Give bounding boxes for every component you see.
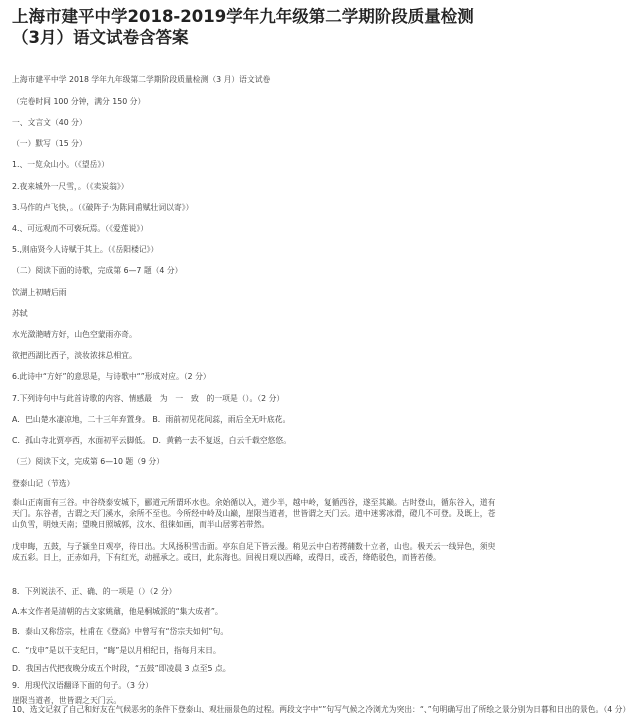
doc-line: A．巴山楚水凄凉地，二十三年弃置身。 B．雨前初见花间蕊，雨后全无叶底花。 <box>12 415 291 424</box>
doc-line: 上海市建平中学 2018 学年九年级第二学期阶段质量检测（3 月）语文试卷 <box>12 75 271 84</box>
option-d: D．我国古代把夜晚分成五个时段，“五鼓”即凌晨 3 点至5 点。 <box>12 664 231 673</box>
doc-line: 苏轼 <box>12 309 28 318</box>
doc-line: 4.、可远观而不可亵玩焉。（《爱莲说》） <box>12 224 149 233</box>
question-9: 9．用现代汉语翻译下面的句子。（3 分） <box>12 681 154 690</box>
doc-line: 欲把西湖比西子，淡妆浓抹总相宜。 <box>12 351 137 360</box>
option-c: C．“戊申”是以干支纪日，“晦”是以月相纪日，指每月末日。 <box>12 646 221 655</box>
doc-line: 一、文言文（40 分） <box>12 118 87 127</box>
doc-line: 饮湖上初晴后雨 <box>12 288 67 297</box>
doc-line: （二）阅读下面的诗歌，完成第 6—7 题（4 分） <box>12 266 183 275</box>
doc-line: C．孤山寺北贾亭西，水面初平云脚低。 D．黄鹤一去不复返，白云千载空悠悠。 <box>12 436 292 445</box>
doc-line: 2.夜来城外一尺雪，。（《卖炭翁》） <box>12 182 129 191</box>
doc-line: 5.,则庙贤今人诗赋于其上。（《岳阳楼记》） <box>12 245 159 254</box>
doc-line: 水光潋滟晴方好，山色空蒙雨亦奇。 <box>12 330 137 339</box>
doc-line: 1.、一览众山小。（《望岳》） <box>12 160 110 169</box>
doc-line: （一）默写（15 分） <box>12 139 87 148</box>
doc-line: 6.此诗中“方好”的意思是，与诗歌中“”形成对应。（2 分） <box>12 372 211 381</box>
passage-paragraph: 戊申晦，五鼓，与子颍坐日观亭，待日出。大风扬积雪击面。亭东自足下皆云漫。稍见云中白若摴蒱数十立者，山也。极天云一线异色，须臾成五彩。日上，正赤如丹，下有红光，动摇承之。或曰，此东海也。回视日观以西峰，或得日，或否，绛皓驳色，而皆若偻。 <box>12 542 496 562</box>
passage-paragraph: 泰山正南面有三谷。中谷绕泰安城下，郦道元所谓环水也。余始循以入，道少半，越中岭，复循西谷，遂至其巅。古时登山，循东谷入，道有天门。东谷者，古谓之天门溪水，余所不至也。今所经中岭及山巅，崖限当道者，世皆谓之天门云。道中迷雾冰滑，磴几不可登。及既上，苍山负雪，明烛天南；望晚日照城郭，汶水、徂徕如画，而半山居雾若带然。 <box>12 498 496 529</box>
doc-line: 3.马作的卢飞快，。（《破阵子·为陈同甫赋壮词以寄》） <box>12 203 194 212</box>
doc-line: 登泰山记（节选） <box>12 479 75 488</box>
doc-line: 7.下列诗句中与此首诗歌的内容、情感最 为 一 致 的一项是（）。（2 分） <box>12 394 285 403</box>
option-b: B．泰山又称岱宗，杜甫在《登高》中曾写有“岱宗夫如何”句。 <box>12 627 229 636</box>
question-8: 8．下列说法不、正、确、的一项是（）（2 分） <box>12 587 177 596</box>
question-9-sentence: 崖限当道者，世皆谓之天门云。 <box>12 696 122 705</box>
doc-line: （三）阅读下文，完成第 6—10 题（9 分） <box>12 457 165 466</box>
question-10: 10、选文记叙了自己和好友在气候恶劣的条件下登泰山、观壮丽景色的过程。两段文字中“”句写气候之冷浏尤为突出：“、”句明确写出了所绘之景分别为日暮和日出的景色。（4 分） <box>12 705 630 714</box>
document-title: 上海市建平中学2018-2019学年九年级第二学期阶段质量检测（3月）语文试卷含答案 <box>12 7 474 47</box>
doc-line: （完卷时间 100 分钟，满分 150 分） <box>12 97 146 106</box>
option-a: A.本文作者是清朝的古文家姚鼐，他是桐城派的“集大成者”。 <box>12 607 223 616</box>
